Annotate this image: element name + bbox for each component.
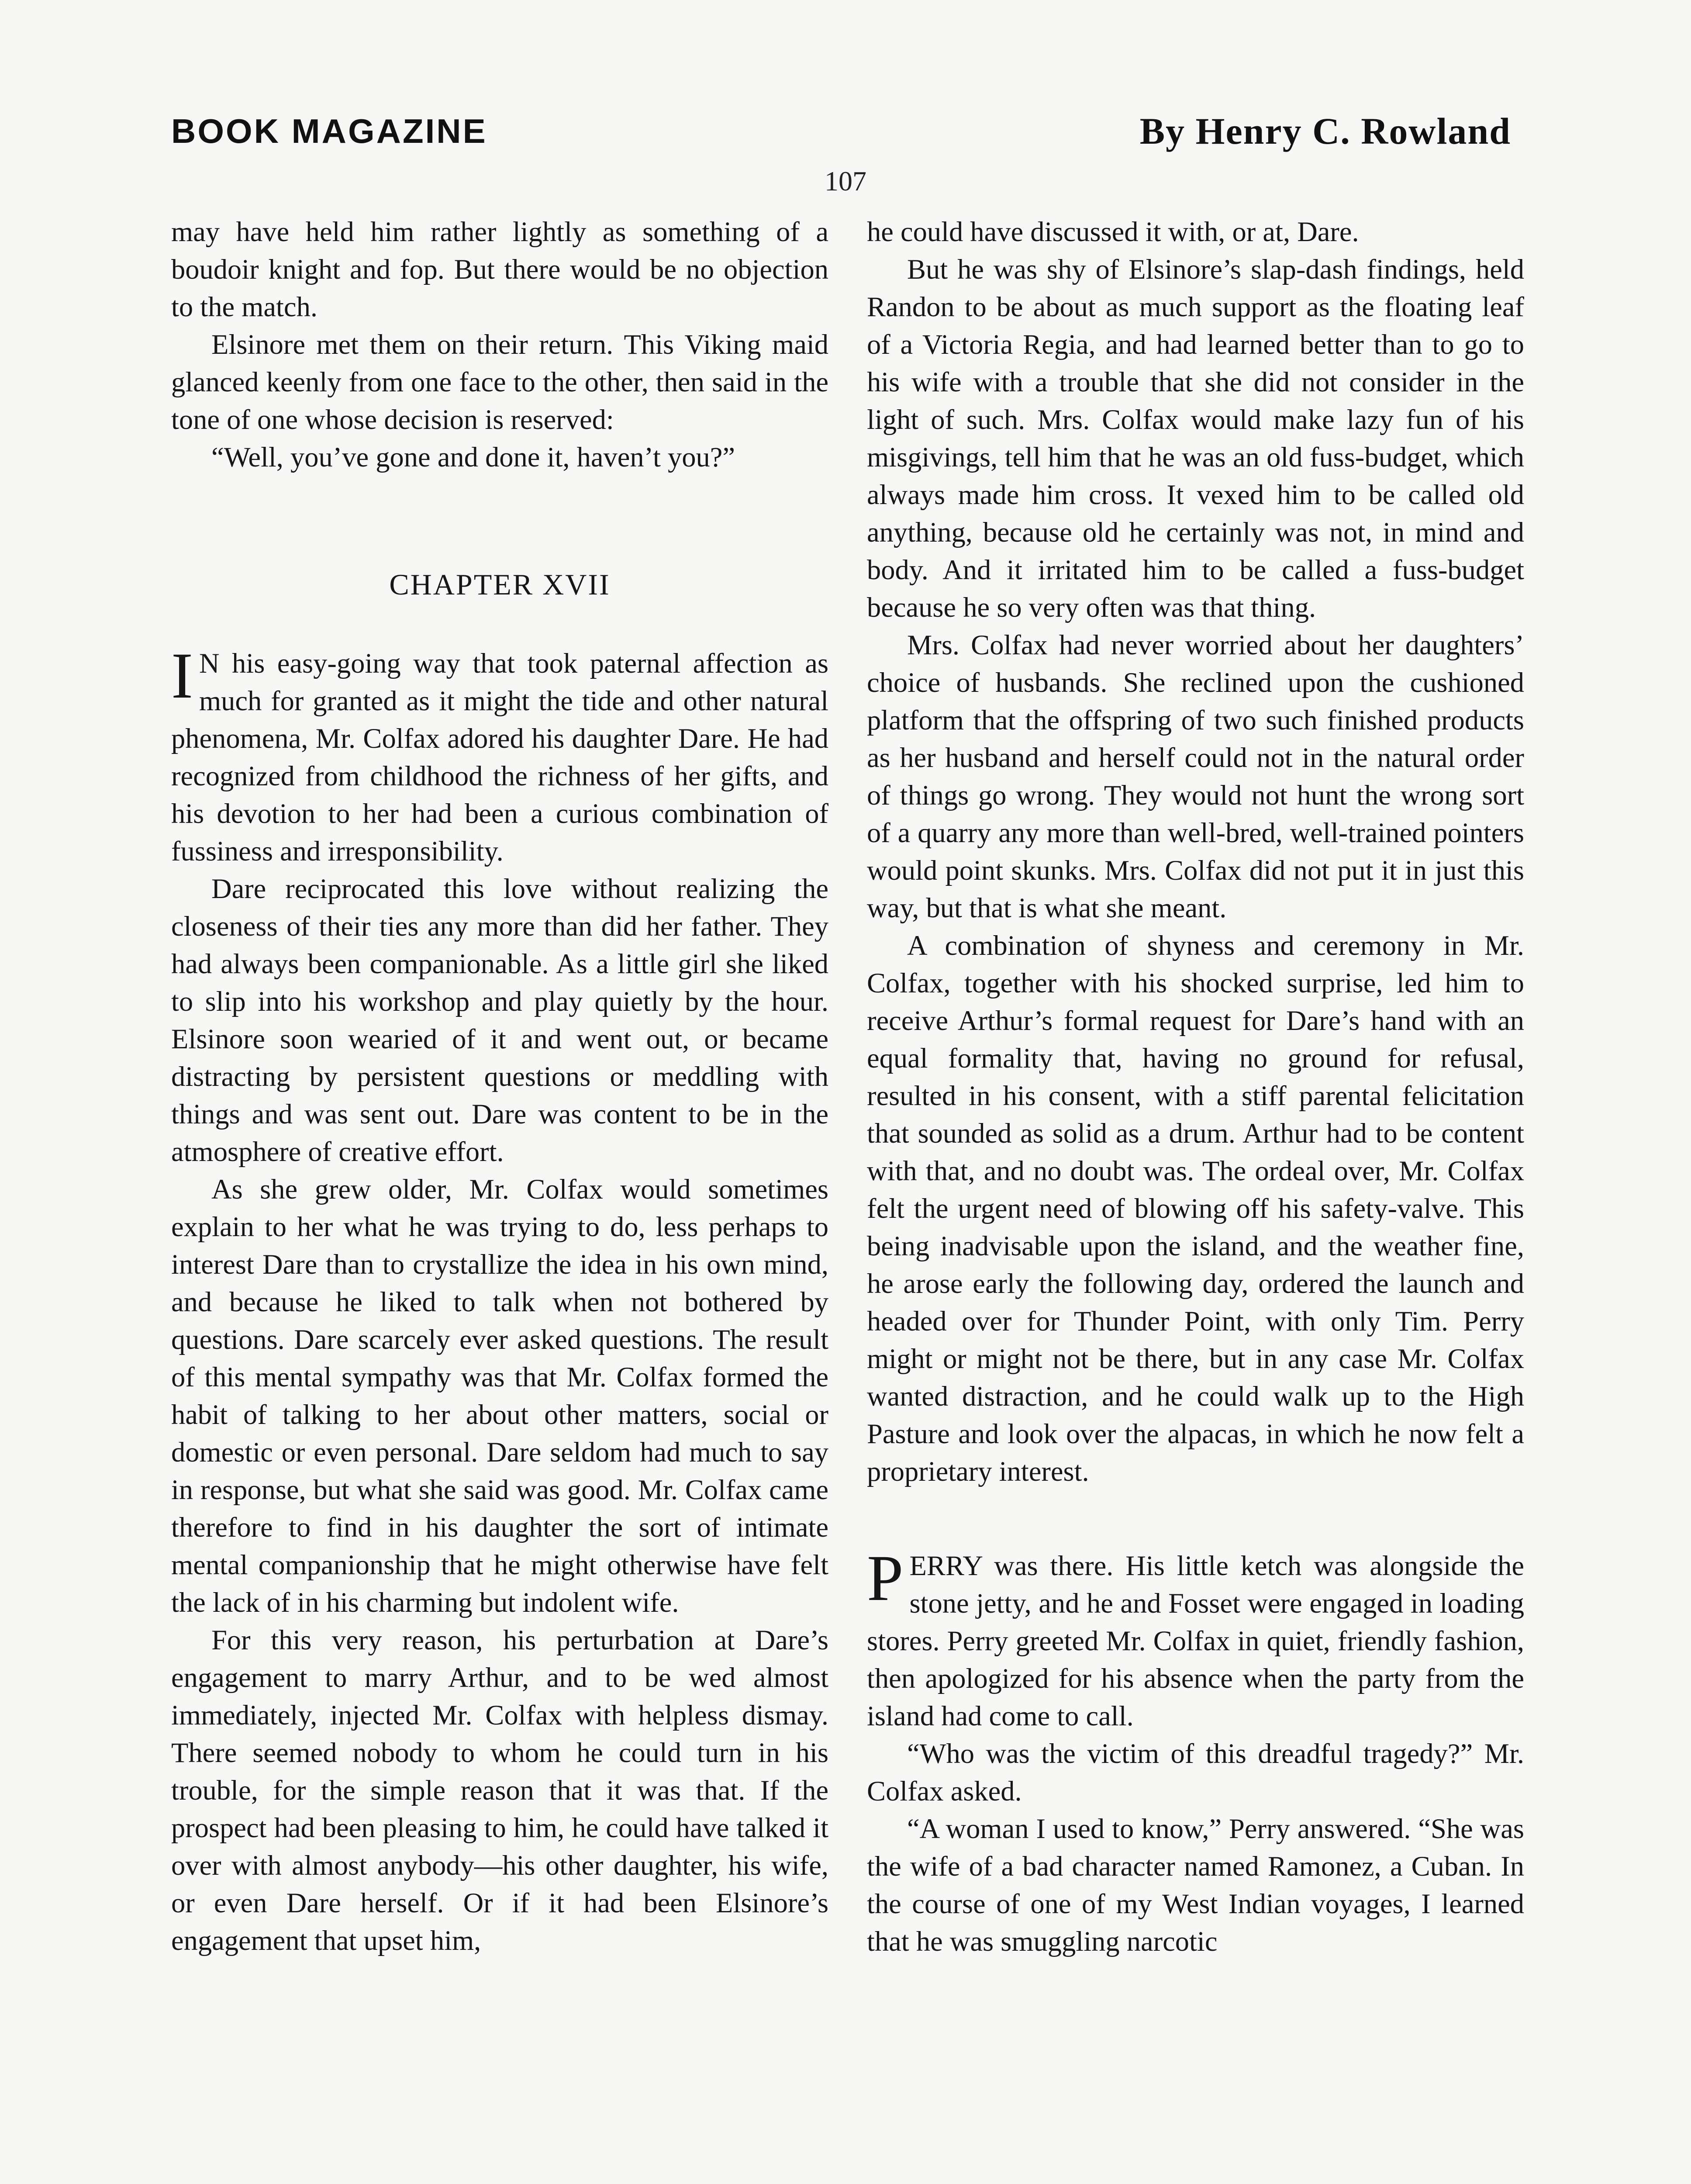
section-opening-paragraph	[867, 1542, 1524, 1735]
paragraph: “A woman I used to know,” Perry answered. “She was the wife of a bad character named Ramonez, a Cuban. In the course of one of my West Indian voyages, I learned that he was smuggling narcotic	[867, 1813, 1524, 1957]
chapter-title: CHAPTER XVII	[389, 568, 611, 601]
section-break	[867, 1490, 1524, 1547]
page-number: 107	[825, 166, 866, 197]
running-header-author: By Henry C. Rowland	[1139, 110, 1511, 152]
paragraph: A combination of shyness and ceremony in Mr. Colfax, together with his shocked surprise, led him to receive Arthur’s formal request for Dare’s hand with an equal formality that, having no ground for refusal, resulted in his consent, with a stiff parental felicitation that sounded as solid as a drum. Arthur had to be content with that, and no doubt was. The ordeal over, Mr. Colfax felt the urgent need of blowing off his safety-valve. This being inadvisable upon the island, and the weather fine, he arose early the following day, ordered the launch and headed over for Thunder Point, with only Tim. Perry might or might not be there, but in any case Mr. Colfax wanted distraction, and he could walk up to the High Pasture and look over the alpacas, in which he now felt a proprietary interest.	[867, 930, 1524, 1487]
paragraph: Dare reciprocated this love without realizing the closeness of their ties any more than did her father. They had always been companionable. As a little girl she liked to slip into his workshop and play quietly by the hour. Elsinore soon wearied of it and went out, or became distracting by persistent questions or meddling with things and was sent out. Dare was content to be in the atmosphere of creative effort.	[171, 873, 828, 1167]
paragraph: Mrs. Colfax had never worried about her daughters’ choice of husbands. She reclined upon the cushioned platform that the offspring of two such finished products as her husband and herself could not in the natural order of things go wrong. They would not hunt the wrong sort of a quarry any more than well-bred, well-trained pointers would point skunks. Mrs. Colfax did not put it in just this way, but that is what she meant.	[867, 629, 1524, 923]
paragraph: “Who was the victim of this dreadful tragedy?” Mr. Colfax asked.	[867, 1738, 1524, 1807]
drop-cap: P	[867, 1542, 904, 1614]
paragraph: For this very reason, his perturbation at Dare’s engagement to marry Arthur, and to be wed almost immediately, injected Mr. Colfax with helpless dismay. There seemed nobody to whom he could turn in his trouble, for the simple reason that it was that. If the prospect had been pleasing to him, he could have talked it over with almost anybody—his other daughter, his wife, or even Dare herself. Or if it had been Elsinore’s engagement that upset him,	[171, 1624, 828, 1956]
paragraph: Elsinore met them on their return. This Viking maid glanced keenly from one face to the other, then said in the tone of one whose decision is reserved:	[171, 329, 828, 435]
paragraph-text: ERRY was there. His little ketch was alongside the stone jetty, and he and Fosset were engaged in loading stores. Perry greeted Mr. Colfax in quiet, friendly fashion, then apologized for his absence when the party from the island had come to call.	[867, 1550, 1524, 1731]
paragraph: he could have discussed it with, or at, Dare.	[867, 216, 1359, 247]
paragraph: As she grew older, Mr. Colfax would sometimes explain to her what he was trying to do, less perhaps to interest Dare than to crystallize the idea in his own mind, and because he liked to talk when not bothered by questions. Dare scarcely ever asked questions. The result of this mental sympathy was that Mr. Colfax formed the habit of talking to her about other matters, social or domestic or even personal. Dare seldom had much to say in response, but what she said was good. Mr. Colfax came therefore to find in his daughter the sort of intimate mental companionship that he might otherwise have felt the lack of in his charming but indolent wife.	[171, 1174, 828, 1618]
paragraph-text: N his easy-going way that took paternal affection as much for granted as it might the tide and other natural phenomena, Mr. Colfax adored his daughter Dare. He had recognized from childhood the richness of her gifts, and his devotion to her had been a curious combination of fussiness and irresponsibility.	[171, 648, 828, 867]
right-text-column	[867, 213, 1524, 1960]
left-text-column	[171, 213, 828, 1959]
chapter-opening-paragraph	[171, 639, 828, 870]
paragraph: may have held him rather lightly as something of a boudoir knight and fop. But there would be no objection to the match.	[171, 216, 828, 322]
drop-cap: I	[171, 639, 193, 712]
paragraph: “Well, you’ve gone and done it, haven’t you?”	[211, 442, 735, 473]
running-header-magazine-title: BOOK MAGAZINE	[171, 112, 487, 150]
paragraph: But he was shy of Elsinore’s slap-dash findings, held Randon to be about as much support as the floating leaf of a Victoria Regia, and had learned better than to go to his wife with a trouble that she did not consider in the light of such. Mrs. Colfax would make lazy fun of his misgivings, tell him that he was an old fuss-budget, which always made him cross. It vexed him to be called old anything, because old he certainly was not, in mind and body. And it irritated him to be called a fuss-budget because he so very often was that thing.	[867, 254, 1524, 623]
